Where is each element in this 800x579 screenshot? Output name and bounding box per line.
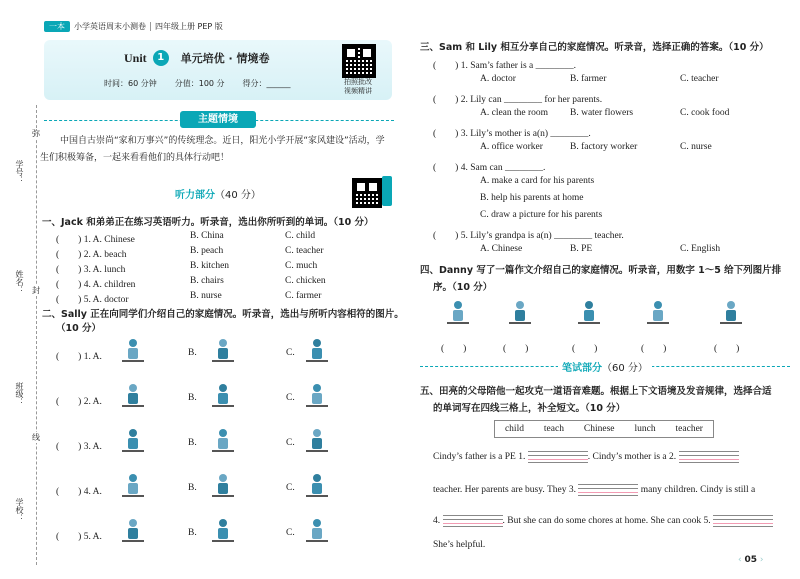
s3-question-2: ( ) 2. Lily can ________ for her parents. bbox=[433, 95, 603, 105]
s3-option-5-2: C. English bbox=[680, 244, 721, 254]
section5-title-2: 的单词写在四线三格上，补全短文。（10 分） bbox=[433, 403, 626, 414]
s1-question-2: ( ) 2. A. beach bbox=[56, 250, 127, 260]
s2-picture-c-3 bbox=[302, 426, 332, 456]
s1-option-c-5: C. farmer bbox=[285, 291, 322, 301]
series-title: 小学英语周末小测卷 bbox=[74, 21, 146, 31]
s3-option-3-2: C. nurse bbox=[680, 142, 712, 152]
s2-option-b-3: B. bbox=[188, 438, 197, 448]
s3-question-4: ( ) 4. Sam can ________. bbox=[433, 163, 546, 173]
s1-option-b-3: B. kitchen bbox=[190, 261, 230, 271]
s3-option-4-2: C. draw a picture for his parents bbox=[480, 210, 603, 220]
word-bank-item-3: Chinese bbox=[583, 424, 615, 434]
s3-option-5-1: B. PE bbox=[570, 244, 593, 254]
unit-number: 1 bbox=[153, 50, 169, 66]
s2-option-c-2: C. bbox=[286, 393, 295, 403]
s2-option-c-4: C. bbox=[286, 483, 295, 493]
s2-picture-b-5 bbox=[208, 516, 238, 546]
s2-picture-a-4 bbox=[118, 471, 148, 501]
s2-option-b-4: B. bbox=[188, 483, 197, 493]
s4-answer-5[interactable]: ( ) bbox=[714, 344, 740, 354]
s2-question-4: ( ) 4. A. bbox=[56, 487, 102, 497]
s3-option-5-0: A. Chinese bbox=[480, 244, 523, 254]
section3-title: 三、Sam 和 Lily 相互分享自己的家庭情况。听录音，选择正确的答案。（10 分） bbox=[420, 42, 769, 53]
s3-question-1: ( ) 1. Sam’s father is a ________. bbox=[433, 61, 577, 71]
seal-char-3: 线 bbox=[32, 433, 40, 442]
listening-qr-tab bbox=[382, 176, 392, 206]
word-bank-item-4: lunch bbox=[634, 424, 656, 434]
passage-line-2: teacher. Her parents are busy. They 3. many children. Cindy is still a bbox=[433, 485, 756, 496]
s1-option-c-1: C. child bbox=[285, 231, 316, 241]
s2-option-c-5: C. bbox=[286, 528, 295, 538]
section2-title: 二、Sally 正在向同学们介绍自己的家庭情况。听录音，选出与所听内容相符的图片。 bbox=[42, 309, 404, 320]
s2-picture-a-5 bbox=[118, 516, 148, 546]
theme-badge: 主题情境 bbox=[180, 111, 256, 128]
s1-question-5: ( ) 5. A. doctor bbox=[56, 295, 129, 305]
s2-question-3: ( ) 3. A. bbox=[56, 442, 102, 452]
theme-intro: 中国自古崇尚“家和万事兴”的传统理念。近日，阳光小学开展“家风建设”活动，学生们积极筹备，一起来看看他们的具体行动吧！ bbox=[40, 136, 385, 163]
s2-picture-c-4 bbox=[302, 471, 332, 501]
passage-line-1: Cindy’s father is a PE 1. . Cindy’s mother is a 2. bbox=[433, 451, 739, 463]
s3-option-2-1: B. water flowers bbox=[570, 108, 634, 118]
s2-picture-b-4 bbox=[208, 471, 238, 501]
answer-line-3[interactable] bbox=[578, 484, 638, 496]
s3-option-1-1: B. farmer bbox=[570, 74, 607, 84]
s4-answer-4[interactable]: ( ) bbox=[641, 344, 667, 354]
s2-picture-b-2 bbox=[208, 381, 238, 411]
class-label: 班级： bbox=[15, 382, 24, 406]
school-label: 学校： bbox=[15, 498, 24, 522]
s2-picture-a-1 bbox=[118, 336, 148, 366]
answer-line-4[interactable] bbox=[443, 515, 503, 527]
answer-line-2[interactable] bbox=[679, 451, 739, 463]
s2-question-2: ( ) 2. A. bbox=[56, 397, 102, 407]
section2-score: （10 分） bbox=[56, 323, 102, 334]
written-header: 笔试部分（60 分） bbox=[558, 359, 652, 374]
answer-line-1[interactable] bbox=[528, 451, 588, 463]
s2-picture-c-2 bbox=[302, 381, 332, 411]
unit-box bbox=[44, 40, 392, 100]
s2-picture-b-3 bbox=[208, 426, 238, 456]
s1-option-c-2: C. teacher bbox=[285, 246, 324, 256]
s4-answer-3[interactable]: ( ) bbox=[572, 344, 598, 354]
s2-question-5: ( ) 5. A. bbox=[56, 532, 102, 542]
section5-title-1: 五、田亮的父母陪他一起攻克一道语音难题。根据上下文语境及发音规律，选择合适 bbox=[420, 386, 772, 397]
s3-option-4-1: B. help his parents at home bbox=[480, 193, 584, 203]
s3-option-2-2: C. cook food bbox=[680, 108, 730, 118]
s1-option-b-1: B. China bbox=[190, 231, 224, 241]
answer-line-5[interactable] bbox=[713, 515, 773, 527]
word-bank-item-2: teach bbox=[543, 424, 564, 434]
s1-option-b-4: B. chairs bbox=[190, 276, 224, 286]
s2-option-c-1: C. bbox=[286, 348, 295, 358]
header-bar bbox=[44, 20, 223, 32]
s2-picture-b-1 bbox=[208, 336, 238, 366]
s1-question-1: ( ) 1. A. Chinese bbox=[56, 235, 135, 245]
s2-option-b-5: B. bbox=[188, 528, 197, 538]
word-bank bbox=[494, 420, 714, 438]
grade-label: 四年级上册 PEP 版 bbox=[155, 21, 223, 31]
unit-title: 单元培优 · 情境卷 bbox=[180, 52, 270, 65]
name-label: 姓名： bbox=[15, 270, 24, 294]
s1-question-3: ( ) 3. A. lunch bbox=[56, 265, 126, 275]
s2-option-b-2: B. bbox=[188, 393, 197, 403]
time-label: 时间：60 分钟 bbox=[104, 79, 157, 88]
qr-code[interactable] bbox=[342, 44, 376, 78]
brand-tag: 一本 bbox=[44, 21, 70, 32]
s4-picture-1 bbox=[443, 298, 477, 332]
s2-picture-a-2 bbox=[118, 381, 148, 411]
word-bank-item-1: child bbox=[504, 424, 524, 434]
s4-picture-3 bbox=[574, 298, 608, 332]
section4-title-1: 四、Danny 写了一篇作文介绍自己的家庭情况。听录音，用数字 1～5 给下列图片排 bbox=[420, 265, 782, 276]
listening-qr[interactable] bbox=[352, 178, 382, 208]
s4-answer-1[interactable]: ( ) bbox=[441, 344, 467, 354]
qr-caption-1: 拍照批改 bbox=[344, 78, 372, 86]
section1-title: 一、Jack 和弟弟正在练习英语听力。听录音，选出你所听到的单词。（10 分） bbox=[42, 217, 374, 228]
s3-option-1-0: A. doctor bbox=[480, 74, 516, 84]
unit-word: Unit bbox=[124, 50, 147, 65]
s3-option-3-1: B. factory worker bbox=[570, 142, 638, 152]
section4-title-2: 序。（10 分） bbox=[433, 282, 493, 293]
s4-picture-5 bbox=[716, 298, 750, 332]
s2-picture-c-1 bbox=[302, 336, 332, 366]
s3-option-2-0: A. clean the room bbox=[480, 108, 549, 118]
s3-option-1-2: C. teacher bbox=[680, 74, 719, 84]
s1-option-c-3: C. much bbox=[285, 261, 318, 271]
seal-char-1: 弥 bbox=[32, 129, 40, 138]
score-label: 分值：100 分 bbox=[174, 79, 225, 88]
s2-picture-a-3 bbox=[118, 426, 148, 456]
s2-option-b-1: B. bbox=[188, 348, 197, 358]
s3-option-3-0: A. office worker bbox=[480, 142, 543, 152]
binding-line bbox=[36, 105, 37, 565]
student-no-label: 学号： bbox=[15, 160, 24, 184]
s1-question-4: ( ) 4. A. children bbox=[56, 280, 136, 290]
got-label: 得分：______ bbox=[242, 79, 291, 88]
passage-line-3: 4. . But she can do some chores at home. She can cook 5. bbox=[433, 515, 773, 527]
s4-answer-2[interactable]: ( ) bbox=[503, 344, 529, 354]
s4-picture-2 bbox=[505, 298, 539, 332]
word-bank-item-5: teacher bbox=[675, 424, 703, 434]
s2-question-1: ( ) 1. A. bbox=[56, 352, 102, 362]
s2-picture-c-5 bbox=[302, 516, 332, 546]
s2-option-c-3: C. bbox=[286, 438, 295, 448]
passage-line-4: She’s helpful. bbox=[433, 540, 486, 550]
listening-header: 听力部分（40 分） bbox=[175, 190, 261, 201]
s3-question-3: ( ) 3. Lily’s mother is a(n) ________. bbox=[433, 129, 591, 139]
s3-option-4-0: A. make a card for his parents bbox=[480, 176, 595, 186]
page-number: ‹ 05 › bbox=[738, 555, 764, 565]
qr-caption-2: 视频精讲 bbox=[344, 87, 372, 95]
s1-option-b-2: B. peach bbox=[190, 246, 224, 256]
s1-option-c-4: C. chicken bbox=[285, 276, 326, 286]
s3-question-5: ( ) 5. Lily’s grandpa is a(n) ________ teacher. bbox=[433, 231, 624, 241]
s4-picture-4 bbox=[643, 298, 677, 332]
seal-char-2: 封 bbox=[32, 286, 40, 295]
s1-option-b-5: B. nurse bbox=[190, 291, 222, 301]
